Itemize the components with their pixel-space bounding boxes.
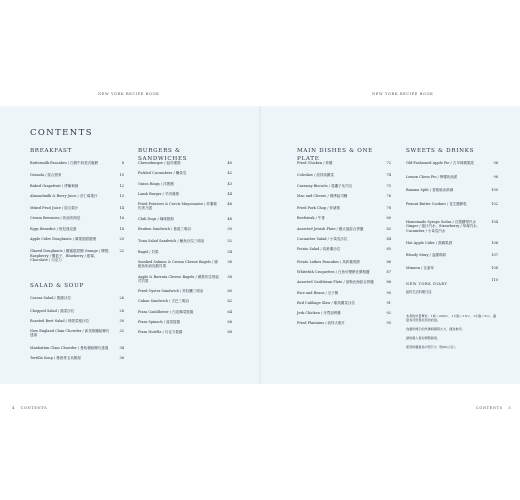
- entry-page-number: 74: [386, 173, 391, 178]
- entry-page-number: 22: [119, 249, 124, 254]
- entry-page-number: 68: [227, 330, 232, 335]
- entry-title: Pizza Nutella / 巧克力披薩: [138, 330, 183, 335]
- entry-page-number: 84: [386, 237, 391, 242]
- entry-title: Assorted Caribbean Plate / 加勒比海綜合拼盤: [297, 280, 374, 285]
- diary-block: [406, 278, 498, 294]
- toc-entry: [138, 217, 232, 221]
- entry-title: Caesar Salad / 凱薩沙拉: [30, 296, 71, 301]
- toc-entry: [30, 309, 124, 313]
- toc-entry: [297, 247, 391, 251]
- section-heading: BURGERS & SANDWICHES: [138, 148, 188, 162]
- diary-page-number: 110: [491, 277, 498, 282]
- entry-title: Buttermilk Pancakes / 白脫牛奶美式鬆餅: [30, 161, 99, 165]
- entry-page-number: 100: [491, 187, 498, 192]
- entry-page-number: 54: [227, 249, 232, 254]
- toc-entry: [406, 220, 498, 233]
- entry-title: Fried Potatoes & Cercis Mayonnaise / 炸薯條佐美乃滋: [138, 202, 217, 211]
- entry-title: Homemade Syrups Sodas / 自製糖漿汽水 Ginger / 薑汁汽水、Strawberry / 草莓汽水、Cucumber / 小黃瓜汽水: [406, 220, 481, 233]
- toc-entry: [30, 319, 124, 323]
- entry-title: Tortilla Soup / 墨西哥玉米餅湯: [30, 356, 81, 361]
- entry-title: Apple Cider Doughnuts / 蘋果酒甜甜圈: [30, 237, 96, 242]
- entry-page-number: 88: [386, 280, 391, 285]
- toc-entry: [138, 239, 232, 243]
- toc-entry: [30, 356, 124, 360]
- entry-title: Caraway Biscuits / 葛縷子比司吉: [297, 183, 353, 188]
- note-item: 食譜所標示的烹調時間與火力，僅為參考。: [406, 327, 465, 332]
- entry-page-number: 91: [386, 300, 391, 305]
- entry-title: Almondmilk & Berry Juice / 杏仁莓果汁: [30, 193, 98, 198]
- entry-page-number: 92: [386, 311, 391, 316]
- entry-title: Cuban Sandwich / 古巴三明治: [138, 299, 189, 304]
- entry-title: Lamb Burger / 羊肉漢堡: [138, 191, 179, 196]
- entry-title: Tuna Salad Sandwich / 鮪魚沙拉三明治: [138, 239, 205, 244]
- toc-column-4: [406, 147, 498, 354]
- entry-page-number: 96: [493, 161, 498, 165]
- diary-title: NEW YORK DIARY: [406, 281, 448, 286]
- toc-column-2: [138, 147, 232, 341]
- toc-entry: [30, 173, 124, 177]
- entry-page-number: 13: [119, 193, 124, 198]
- toc-entry: [30, 249, 124, 262]
- entry-title: Peanut Butter Cookies / 花生醬餅乾: [406, 201, 467, 206]
- entry-page-number: 20: [119, 237, 124, 242]
- entry-page-number: 48: [227, 216, 232, 221]
- entry-page-number: 46: [227, 202, 232, 207]
- entry-page-number: 16: [119, 216, 124, 221]
- toc-entry: [30, 296, 124, 300]
- entry-page-number: 56: [227, 259, 232, 264]
- page-number-right: 5: [508, 406, 512, 410]
- entry-title: Bagel / 貝果: [138, 249, 159, 254]
- entry-title: Smoked Salmon & Cream Cheese Bagels / 燻鮭魚奶油乳酪貝果: [138, 259, 218, 269]
- toc-entry: [138, 227, 232, 231]
- entry-page-number: 85: [386, 247, 391, 252]
- entry-page-number: 106: [491, 241, 498, 246]
- entry-page-number: 10: [119, 173, 124, 178]
- toc-entry: [297, 206, 391, 210]
- entry-title: Pizza Cauliflower / 白花椰菜披薩: [138, 309, 194, 314]
- toc-section: [30, 147, 124, 262]
- entry-page-number: 50: [227, 227, 232, 232]
- entry-page-number: 107: [491, 253, 498, 258]
- entry-title: Apple & Burrata Cheese Bagels / 蘋果布拉塔起司貝果: [138, 274, 219, 283]
- toc-column-1: [30, 147, 124, 366]
- entry-page-number: 86: [386, 259, 391, 264]
- toc-entry: [138, 202, 232, 211]
- entry-page-number: 66: [227, 320, 232, 325]
- entry-page-number: 98: [493, 175, 498, 180]
- toc-entry: [138, 171, 232, 175]
- entry-page-number: 93: [386, 321, 391, 326]
- entry-title: Cream Brownies / 奶油布朗尼: [30, 216, 81, 221]
- folio-label-right: CONTENTS: [476, 406, 503, 410]
- toc-entry: [138, 182, 232, 186]
- entry-page-number: 42: [227, 171, 232, 176]
- entry-page-number: 34: [119, 345, 124, 350]
- toc-entry: [30, 184, 124, 188]
- toc-entry: [297, 311, 391, 315]
- toc-entry: [30, 346, 124, 350]
- section-heading: SALAD & SOUP: [30, 283, 84, 290]
- toc-section: [406, 147, 498, 270]
- entry-page-number: 76: [386, 193, 391, 198]
- toc-entry: [297, 184, 391, 188]
- entry-page-number: 44: [227, 191, 232, 196]
- entry-title: Fried Chicken / 炸雞: [297, 161, 333, 165]
- entry-page-number: 78: [386, 206, 391, 211]
- entry-page-number: 18: [119, 226, 124, 231]
- entry-title: Cheeseburger / 起司漢堡: [138, 161, 181, 165]
- recipe-notes: [406, 314, 498, 349]
- toc-entry: [297, 227, 391, 231]
- note-item: 使用的雞蛋為中型尺寸（約60公克）。: [406, 345, 458, 350]
- entry-page-number: 30: [119, 318, 124, 323]
- entry-page-number: 32: [119, 329, 124, 334]
- toc-entry: [30, 161, 124, 165]
- entry-title: Cucumber Salad / 小黃瓜沙拉: [297, 237, 348, 242]
- entry-page-number: 12: [119, 183, 124, 188]
- toc-entry: [138, 320, 232, 324]
- toc-entry: [138, 330, 232, 334]
- toc-entry: [406, 188, 498, 192]
- toc-entry: [406, 241, 498, 245]
- contents-title: CONTENTS: [30, 128, 93, 138]
- toc-entry: [30, 216, 124, 220]
- book-gutter: [259, 106, 261, 384]
- entry-page-number: 40: [227, 161, 232, 165]
- entry-page-number: 82: [386, 226, 391, 231]
- entry-title: Mimosa / 含羞草: [406, 265, 434, 270]
- entry-page-number: 108: [491, 265, 498, 270]
- entry-title: Banana Split / 香蕉船冰淇淋: [406, 187, 454, 192]
- folio-left: [12, 406, 47, 410]
- entry-page-number: 28: [119, 308, 124, 313]
- entry-page-number: 104: [491, 220, 498, 225]
- entry-title: Mixed Fruit Juice / 綜合果汁: [30, 206, 79, 211]
- diary-subtitle: 紐約生活料理日誌: [406, 290, 432, 295]
- toc-entry: [297, 301, 391, 305]
- entry-title: Fried Oyster Sandwich / 炸牡蠣三明治: [138, 289, 204, 294]
- toc-entry: [297, 237, 391, 241]
- note-item: 本書的計量單位：1杯＝200cc、1大匙＝15cc、1小匙＝5cc、適量為可依喜好添加的量。: [406, 314, 496, 323]
- entry-page-number: 36: [119, 356, 124, 361]
- entry-title: Reuben Sandwich / 魯賓三明治: [138, 227, 191, 232]
- entry-title: Lemon Chess Pie / 檸檬奶油派: [406, 175, 458, 180]
- diary-entry: [406, 278, 498, 286]
- toc-entry: [138, 275, 232, 284]
- running-head-left: NEW YORK RECIPE BOOK: [98, 92, 160, 96]
- toc-entry: [30, 237, 124, 241]
- entry-title: Manhattan Clam Chowder / 曼哈頓蛤蜊巧達湯: [30, 345, 109, 350]
- entry-title: Baked Grapefruit / 烤葡萄柚: [30, 183, 79, 188]
- entry-title: Chopped Salad / 蔬菜沙拉: [30, 308, 75, 313]
- toc-entry: [406, 253, 498, 257]
- toc-section: [297, 147, 391, 326]
- entry-page-number: 14: [119, 206, 124, 211]
- toc-entry: [297, 260, 391, 264]
- entry-title: Potato Salad / 馬鈴薯沙拉: [297, 247, 341, 252]
- page-number-left: 4: [12, 406, 15, 410]
- toc-section: [30, 282, 124, 360]
- toc-entry: [297, 194, 391, 198]
- entry-title: Fried Plantains / 油炸大蕉片: [297, 321, 346, 326]
- entry-page-number: 87: [386, 269, 391, 274]
- toc-section: [138, 147, 232, 335]
- entry-title: Pickled Cucumbers / 醃黃瓜: [138, 171, 187, 176]
- toc-entry: [406, 266, 498, 270]
- entry-title: Hot Apple Cider / 熱蘋果酒: [406, 241, 453, 246]
- entry-title: Rice and Beans / 豆子飯: [297, 290, 339, 295]
- entry-page-number: 60: [227, 289, 232, 294]
- entry-title: Assorted Jewish Plate / 猶太風綜合拼盤: [297, 226, 364, 231]
- entry-page-number: 43: [227, 181, 232, 186]
- entry-page-number: 62: [227, 299, 232, 304]
- toc-entry: [297, 280, 391, 284]
- toc-entry: [406, 161, 498, 165]
- entry-title: New England Clam Chowder / 新英格蘭蛤蜊巧達湯: [30, 329, 110, 338]
- folio-label-left: CONTENTS: [20, 406, 48, 410]
- toc-entry: [138, 289, 232, 293]
- entry-title: Glazed Doughnuts / 糖霜甜甜圈 Orange / 柳橙、Raspberry / 覆盆子、Blueberry / 藍莓、Chocolate / 巧克力: [30, 249, 112, 262]
- entry-title: Bloody Mary / 血腥瑪莉: [406, 253, 446, 258]
- entry-title: Fried Pork Chop / 炸豬排: [297, 206, 341, 211]
- entry-page-number: 8: [121, 161, 124, 165]
- toc-entry: [30, 194, 124, 198]
- entry-title: Red Cabbage Slaw / 紫高麗菜沙拉: [297, 300, 355, 305]
- entry-page-number: 64: [227, 309, 232, 314]
- running-head-right: NEW YORK RECIPE BOOK: [372, 92, 434, 96]
- entry-title: Pizza Spinach / 菠菜披薩: [138, 320, 181, 325]
- toc-entry: [138, 260, 232, 269]
- entry-page-number: 90: [386, 290, 391, 295]
- entry-page-number: 26: [119, 296, 124, 301]
- entry-title: Onion Rings / 洋蔥圈: [138, 181, 174, 186]
- entry-page-number: 102: [491, 201, 498, 206]
- toc-entry: [297, 216, 391, 220]
- toc-entry: [138, 250, 232, 254]
- folio-right: [476, 406, 511, 410]
- section-heading: MAIN DISHES & ONE PLATE: [297, 148, 373, 162]
- toc-entry: [138, 310, 232, 314]
- toc-entry: [30, 206, 124, 210]
- toc-entry: [30, 329, 124, 338]
- entry-page-number: 80: [386, 216, 391, 221]
- entry-page-number: 72: [386, 161, 391, 165]
- entry-title: Jerk Chicken / 牙買加烤雞: [297, 311, 341, 316]
- toc-entry: [297, 291, 391, 295]
- toc-entry: [138, 299, 232, 303]
- entry-title: Potato Latkes Pancakes / 馬鈴薯煎餅: [297, 259, 360, 264]
- toc-column-3: [297, 147, 391, 332]
- toc-entry: [297, 161, 391, 165]
- toc-entry: [297, 270, 391, 274]
- entry-title: Roasted Beet Salad / 烤甜菜根沙拉: [30, 318, 90, 323]
- entry-title: Beefsteak / 牛排: [297, 216, 325, 221]
- entry-page-number: 75: [386, 183, 391, 188]
- entry-title: Mac and Cheese / 焗烤起司麵: [297, 193, 348, 198]
- entry-page-number: 58: [227, 274, 232, 279]
- entry-title: Coleslaw / 涼拌高麗菜: [297, 173, 334, 178]
- entry-title: Chili Dogs / 辣味熱狗: [138, 216, 174, 221]
- toc-entry: [297, 173, 391, 177]
- note-item: 請依個人喜好調整甜度。: [406, 336, 441, 341]
- entry-page-number: 52: [227, 239, 232, 244]
- entry-title: Whitefish Croquettes / 白魚可樂餅佐優格醬: [297, 269, 370, 274]
- entry-title: Eggs Benedict / 班尼迪克蛋: [30, 226, 77, 231]
- section-heading: BREAKFAST: [30, 148, 72, 154]
- toc-entry: [138, 192, 232, 196]
- entry-title: Old-Fashioned Apple Pie / 古早味蘋果派: [406, 161, 474, 165]
- section-heading: SWEETS & DRINKS: [406, 148, 475, 154]
- entry-title: Granola / 綜合燕麥: [30, 173, 62, 178]
- toc-entry: [30, 227, 124, 231]
- toc-entry: [297, 321, 391, 325]
- toc-entry: [406, 202, 498, 206]
- toc-entry: [406, 175, 498, 179]
